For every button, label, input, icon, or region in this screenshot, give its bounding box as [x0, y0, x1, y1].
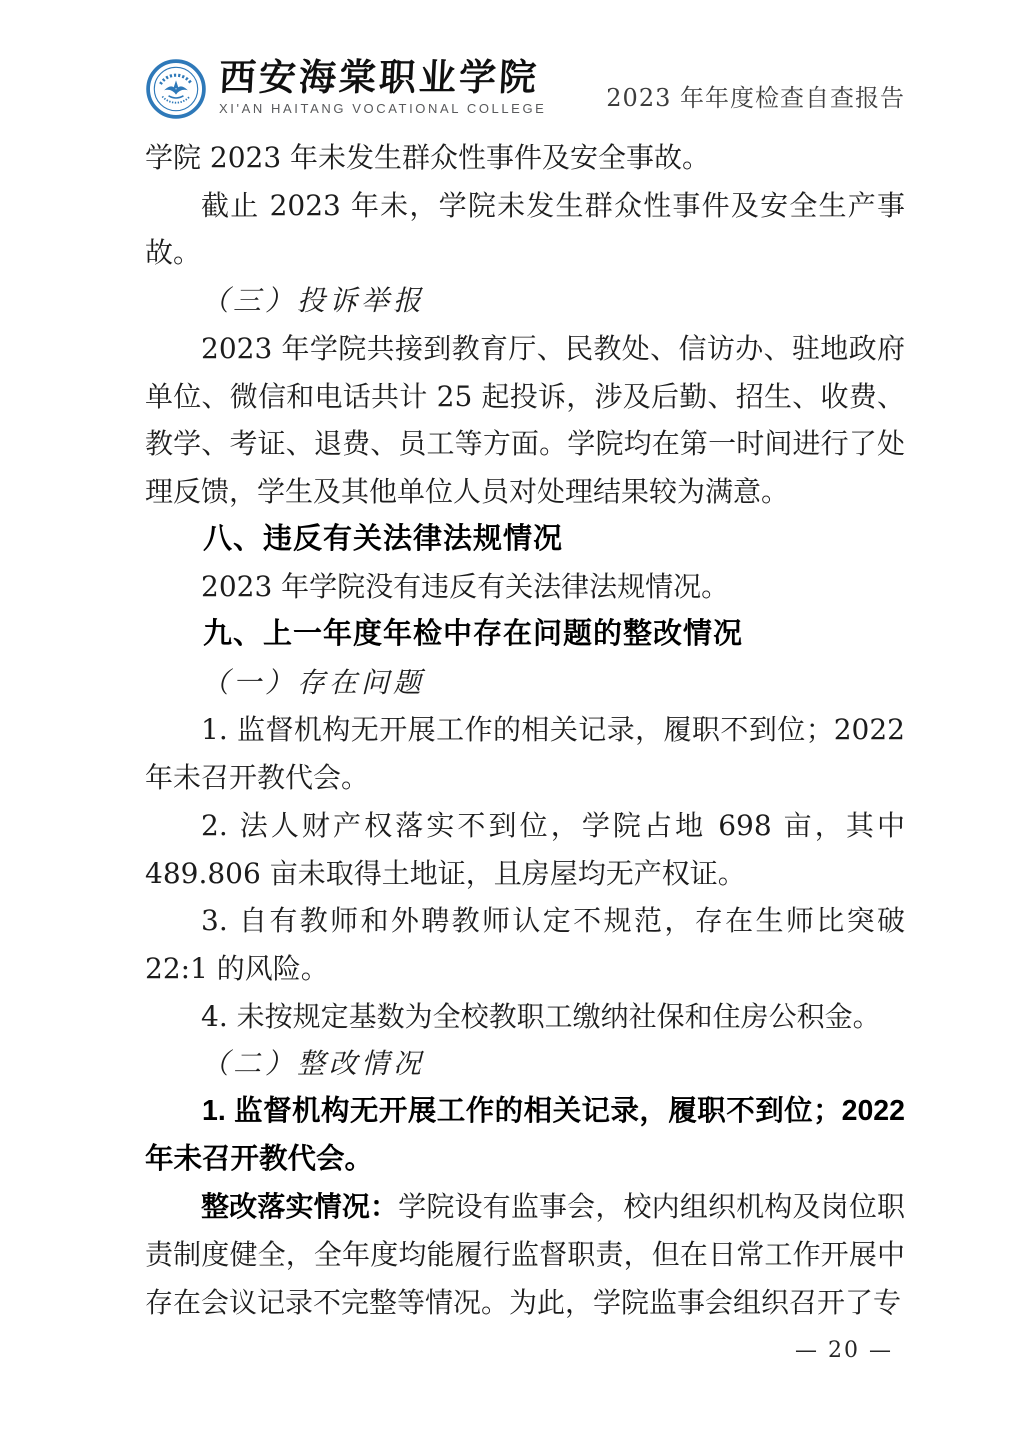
- document-body: [145, 134, 905, 1327]
- rectification-item-heading: 1. 监督机构无开展工作的相关记录，履职不到位；2022 年未召开教代会。: [145, 1095, 905, 1175]
- rectification-body-text: 学院设有监事会，校内组织机构及岗位职责制度健全，全年度均能履行监督职责，但在日常工作开展中存在会议记录不完整等情况。为此，学院监事会组织召开了专: [145, 1190, 905, 1319]
- page-footer: [795, 1338, 893, 1363]
- paragraph-problem-2: 2. 法人财产权落实不到位，学院占地 698 亩，其中 489.806 亩未取得土地证，且房屋均无产权证。: [145, 808, 905, 890]
- paragraph-rectification-detail: [145, 1183, 905, 1326]
- subheading-rectification: （二）整改情况: [201, 1047, 426, 1081]
- college-seal-icon: [145, 58, 207, 120]
- paragraph: 2023 年学院没有违反有关法律法规情况。: [201, 570, 730, 604]
- paragraph: 2023 年学院共接到教育厅、民教处、信访办、驻地政府单位、微信和电话共计 25 起投诉，涉及后勤、招生、收费、教学、考证、退费、员工等方面。学院均在第一时间进行了处理反馈，学生及其他单位人员对处理结果较为满意。: [145, 331, 905, 508]
- college-name-zh: 西安海棠职业学院: [217, 55, 541, 99]
- college-name-en: XI'AN HAITANG VOCATIONAL COLLEGE: [219, 100, 547, 116]
- subheading-problems: （一）存在问题: [201, 665, 426, 699]
- rectification-lead-label: 整改落实情况：: [201, 1191, 399, 1223]
- paragraph-continuation: 学院 2023 年未发生群众性事件及安全事故。: [145, 141, 711, 174]
- college-name-block: [217, 55, 547, 116]
- page-header: [145, 55, 905, 126]
- section-heading-8: 八、违反有关法律法规情况: [203, 522, 564, 555]
- subheading-complaints: （三）投诉举报: [201, 284, 426, 318]
- paragraph: 截止 2023 年未，学院未发生群众性事件及安全生产事故。: [145, 188, 905, 270]
- document-title: 2023 年年度检查自查报告: [606, 84, 905, 112]
- section-heading-9: 九、上一年度年检中存在问题的整改情况: [203, 618, 744, 651]
- paragraph-problem-4: 4. 未按规定基数为全校教职工缴纳社保和住房公积金。: [201, 999, 881, 1033]
- college-brand: [145, 55, 547, 120]
- paragraph-problem-1: 1. 监督机构无开展工作的相关记录，履职不到位；2022 年未召开教代会。: [145, 713, 905, 795]
- page-number: — 20 —: [795, 1338, 893, 1363]
- paragraph-problem-3: 3. 自有教师和外聘教师认定不规范，存在生师比突破 22:1 的风险。: [145, 904, 905, 985]
